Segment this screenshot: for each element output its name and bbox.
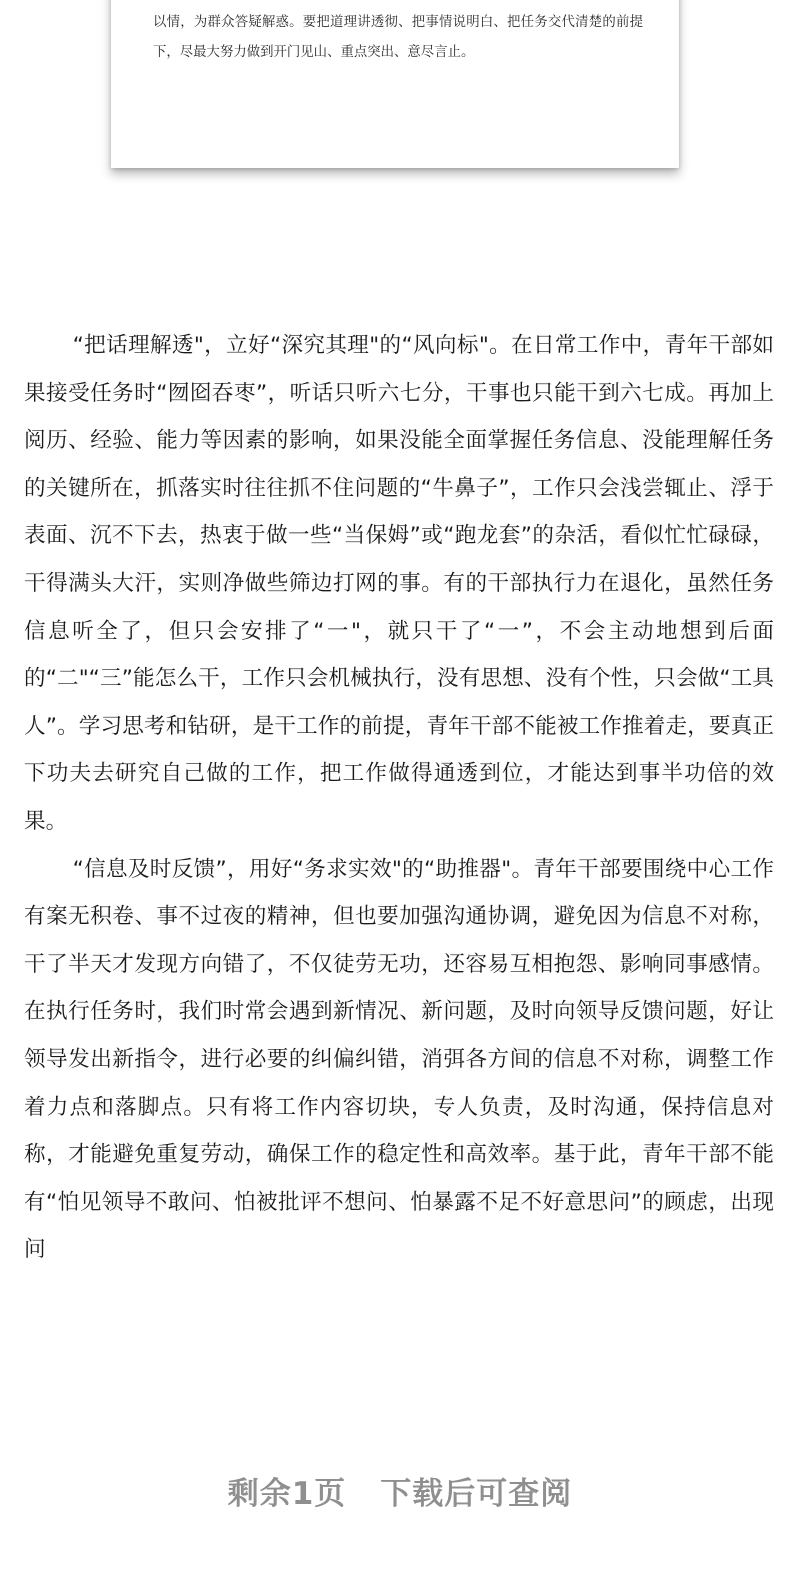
article-body — [24, 322, 774, 1274]
article-paragraph: “信息及时反馈”，用好“务求实效"的“助推器"。青年干部要围绕中心工作有案无积卷、事不过夜的精神，但也要加强沟通协调，避免因为信息不对称，干了半天才发现方向错了，不仅徒劳无功，还容易互相抱怨、影响同事感情。在执行任务时，我们时常会遇到新情况、新问题，及时向领导反馈问题，好让领导发出新指令，进行必要的纠偏纠错，消弭各方间的信息不对称，调整工作着力点和落脚点。只有将工作内容切块，专人负责，及时沟通，保持信息对称，才能避免重复劳动，确保工作的稳定性和高效率。基于此，青年干部不能有“怕见领导不敢问、怕被批评不想问、怕暴露不足不好意思问”的顾虑，出现问 — [24, 856, 774, 1263]
download-prompt[interactable] — [0, 1468, 800, 1513]
preview-card-text: 以情，为群众答疑解惑。要把道理讲透彻、把事情说明白、把任务交代清楚的前提下，尽最大努力做到开门见山、重点突出、意尽言止。 — [153, 15, 643, 60]
preview-card — [111, 0, 679, 168]
article-paragraph: “把话理解透"，立好“深究其理"的“风向标"。在日常工作中，青年干部如果接受任务时“囫囵吞枣”，听话只听六七分，干事也只能干到六七成。再加上阅历、经验、能力等因素的影响，如果没能全面掌握任务信息、没能理解任务的关键所在，抓落实时往往抓不住问题的“牛鼻子”，工作只会浅尝辄止、浮于表面、沉不下去，热衷于做一些“当保姆”或“跑龙套”的杂活，看似忙忙碌碌，干得满头大汗，实则净做些筛边打网的事。有的干部执行力在退化，虽然任务信息听全了，但只会安排了“一"，就只干了“一”，不会主动地想到后面的“二"“三”能怎么干，工作只会机械执行，没有思想、没有个性，只会做“工具人”。学习思考和钻研，是干工作的前提，青年干部不能被工作推着走，要真正下功夫去研究自己做的工作，把工作做得通透到位，才能达到事半功倍的效果。 — [24, 333, 774, 834]
download-to-view-label: 下载后可查阅 — [380, 1476, 573, 1512]
remaining-pages-label: 剩余1页 — [227, 1476, 347, 1512]
